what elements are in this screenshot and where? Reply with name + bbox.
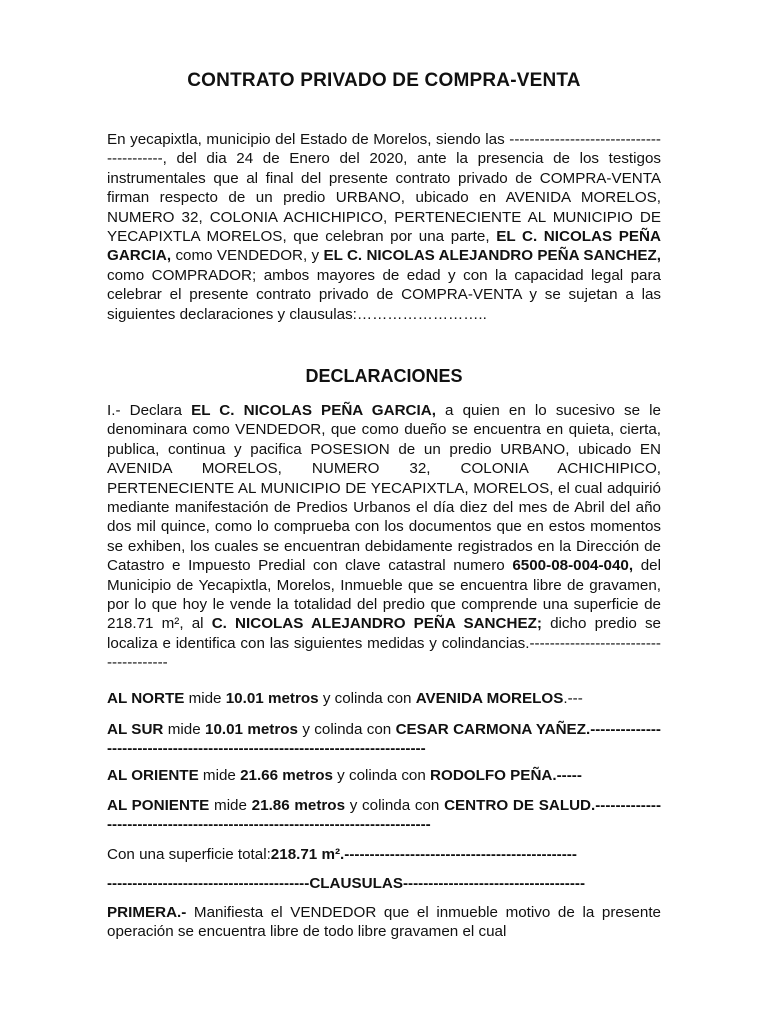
poniente-direction: AL PONIENTE	[107, 797, 210, 814]
clausulas-left-dashes: ----------------------------------------	[107, 875, 310, 892]
colindancia-oriente	[107, 766, 661, 785]
poniente-medida: 21.86 metros	[251, 797, 346, 814]
sur-colinda: CESAR CARMONA YAÑEZ.	[395, 721, 591, 738]
superficie-value: 218.71 m².	[270, 846, 345, 863]
poniente-colinda: CENTRO DE SALUD.	[444, 797, 596, 814]
norte-text-2: y colinda con	[318, 690, 416, 707]
norte-direction: AL NORTE	[107, 690, 185, 707]
poniente-text-1: mide	[209, 797, 252, 814]
sur-text-2: y colinda con	[298, 721, 396, 738]
sur-medida: 10.01 metros	[205, 721, 298, 738]
sur-tail: -----------------------------------------------------------------------------	[107, 721, 661, 758]
clausula-primera	[107, 903, 661, 942]
primera-text: Manifiesta el VENDEDOR que el inmueble motivo de la presente operación se encuentra libre de todo libre gravamen el cual	[107, 904, 661, 941]
declaracion-paragraph	[107, 401, 661, 673]
seller-name: EL C. NICOLAS PEÑA GARCIA,	[107, 228, 661, 265]
oriente-colinda: RODOLFO PEÑA.-----	[430, 767, 582, 784]
colindancia-norte	[107, 689, 661, 708]
superficie-tail: ----------------------------------------------	[344, 846, 577, 863]
declaracion-text-1: I.- Declara	[107, 402, 192, 419]
intro-text-3: como COMPRADOR; ambos mayores de edad y con la capacidad legal para celebrar el presente contrato privado de COMPRA-VENTA y se sujetan a las siguientes declaraciones y clausulas:……………………..	[107, 266, 661, 323]
norte-colinda: AVENIDA MORELOS	[415, 690, 564, 707]
declaracion-text-3: del Municipio de Yecapixtla, Morelos, Inmueble que se encuentra libre de gravamen, por lo que hoy le vende la totalidad del predio que comprende una superficie de 218.71 m², al	[107, 557, 661, 633]
sur-text-1: mide	[163, 721, 205, 738]
cadastral-key: 6500-08-004-040,	[512, 557, 634, 575]
colindancia-sur	[107, 720, 661, 759]
declaraciones-heading: DECLARACIONES	[305, 366, 463, 386]
primera-label: PRIMERA.-	[107, 904, 187, 921]
superficie-label: Con una superficie total:	[107, 846, 271, 863]
buyer-name: EL C. NICOLAS ALEJANDRO PEÑA SANCHEZ,	[323, 247, 662, 265]
norte-medida: 10.01 metros	[225, 690, 319, 707]
intro-text-1: En yecapixtla, municipio del Estado de Morelos, siendo las -----------------------------------------, del dia 24 de Enero del 2020, ante la presencia de los testigos instrumentales que al final del presente contrato privado de COMPRA-VENTA firman respecto de un predio URBANO, ubicado en AVENIDA MORELOS, NUMERO 32, COLONIA ACHICHIPICO, PERTENECIENTE AL MUNICIPIO DE YECAPIXTLA MORELOS, que celebran por una parte,	[107, 131, 661, 246]
intro-paragraph	[107, 130, 661, 324]
declaracion-text-4: dicho predio se localiza e identifica con las siguientes medidas y colindancias.--------------------------------------	[107, 615, 661, 672]
sur-direction: AL SUR	[107, 721, 164, 738]
colindancia-poniente	[107, 796, 661, 835]
oriente-text-2: y colinda con	[332, 767, 431, 784]
intro-text-2: como VENDEDOR, y	[171, 247, 324, 265]
document-title: CONTRATO PRIVADO DE COMPRA-VENTA	[187, 70, 581, 91]
oriente-text-1: mide	[198, 767, 241, 784]
declaracion-text-2: a quien en lo sucesivo se le denominara como VENDEDOR, que como dueño se encuentra en quieta, cierta, publica, continua y pacifica POSESION de un predio URBANO, ubicado EN AVENIDA MORELOS, NUMERO 32, COLONIA ACHICHIPICO, PERTENECIENTE AL MUNICIPIO DE YECAPIXTLA, MORELOS, el cual adquirió mediante manifestación de Predios Urbanos el día diez del mes de Abril del año dos mil quince, como lo comprueba con los documentos que en estos momentos se exhiben, los cuales se encuentran debidamente registrados en la Dirección de Catastro e Impuesto Predial con clave catastral numero	[107, 402, 661, 575]
superficie-total	[107, 845, 661, 864]
declaracion-seller: EL C. NICOLAS PEÑA GARCIA,	[191, 402, 436, 419]
poniente-text-2: y colinda con	[345, 797, 445, 814]
poniente-tail: -----------------------------------------------------------------------------	[107, 797, 661, 834]
clausulas-label: CLAUSULAS	[309, 875, 403, 892]
oriente-direction: AL ORIENTE	[107, 767, 199, 784]
clausulas-heading	[107, 874, 661, 893]
declaracion-buyer: C. NICOLAS ALEJANDRO PEÑA SANCHEZ;	[211, 615, 542, 633]
norte-text-1: mide	[184, 690, 226, 707]
oriente-medida: 21.66 metros	[240, 767, 333, 784]
norte-tail: .---	[563, 690, 583, 707]
clausulas-right-dashes: ------------------------------------	[402, 875, 586, 892]
